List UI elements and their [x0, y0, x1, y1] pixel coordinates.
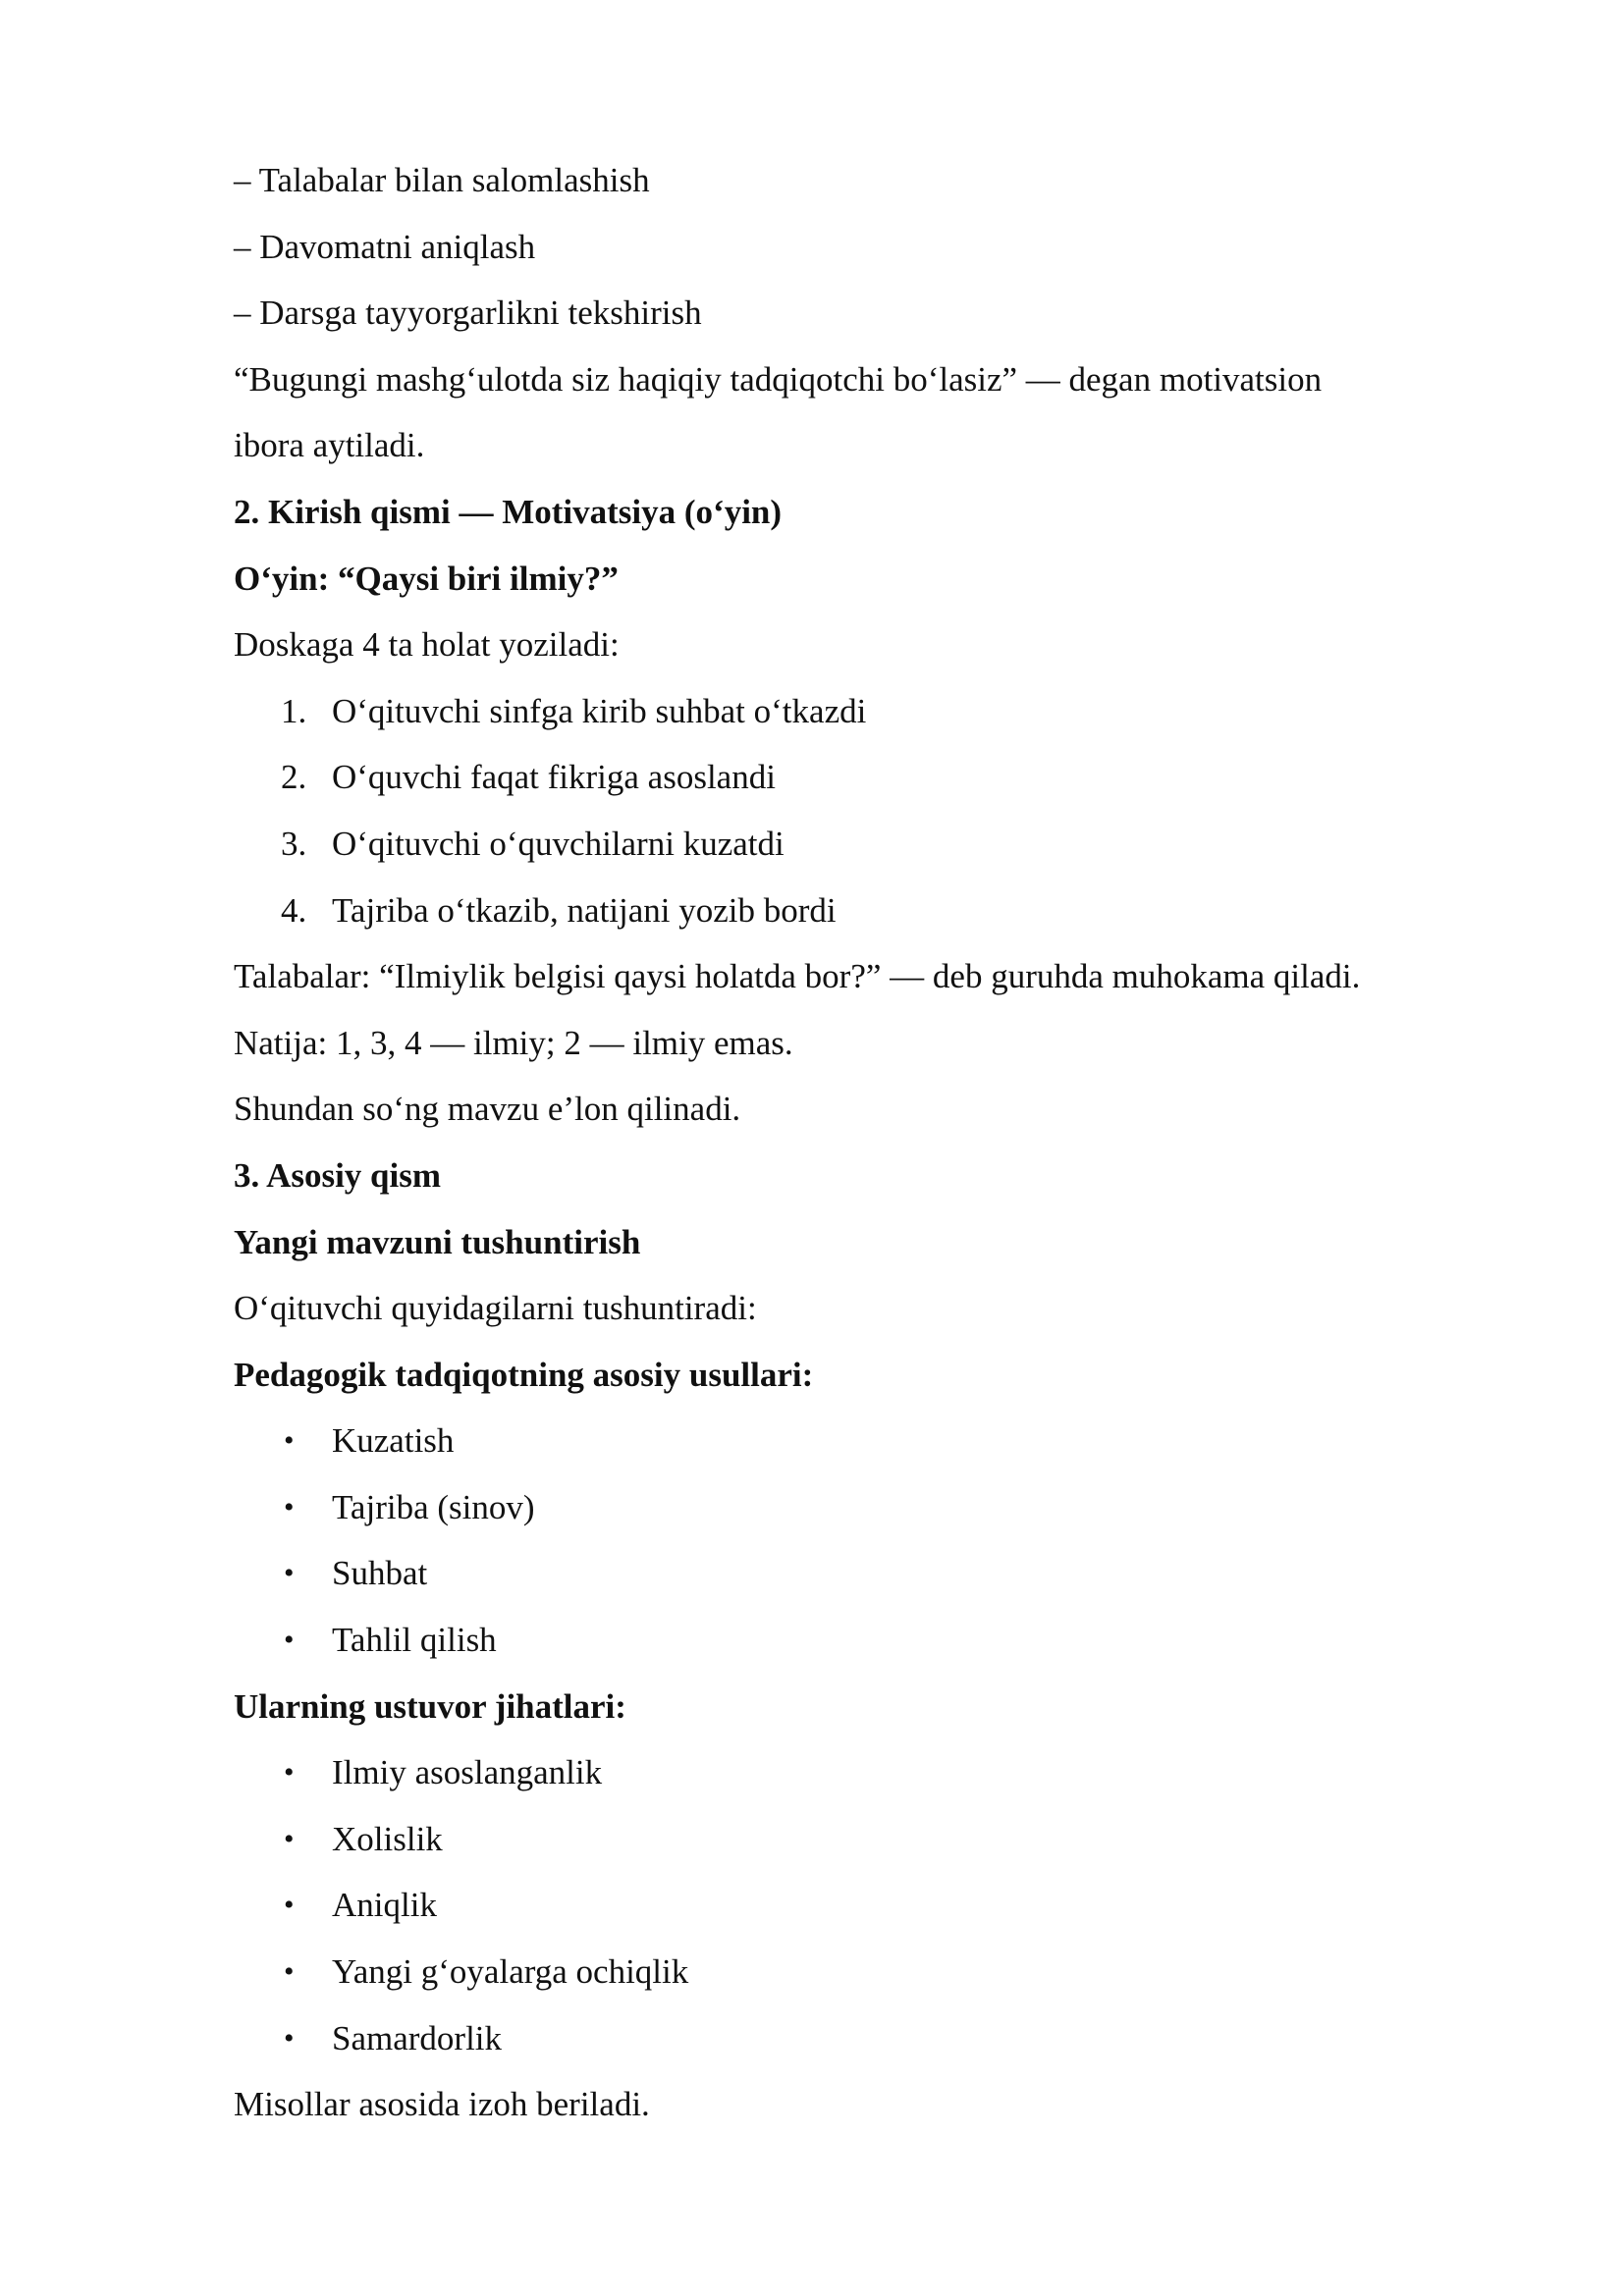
list-item-text: O‘quvchi faqat fikriga asoslandi	[332, 758, 776, 797]
section3-heading: 3. Asosiy qism	[234, 1155, 442, 1195]
intro-line-motivation-quote: “Bugungi mashg‘ulotda siz haqiqiy tadqiqotchi bo‘lasiz” — degan motivatsion	[234, 359, 1323, 399]
list-item	[234, 811, 1540, 878]
list-item-text: Tajriba o‘tkazib, natijani yozib bordi	[332, 890, 837, 930]
teacher-explains-text: O‘qituvchi quyidagilarni tushuntiradi:	[234, 1289, 757, 1328]
section3-subheading: Yangi mavzuni tushuntirish	[234, 1222, 641, 1261]
list-number: 4.	[281, 890, 307, 930]
intro-line-motivation-end: ibora aytiladi.	[234, 426, 425, 465]
list-item	[234, 1474, 1540, 1541]
list-item-text: Aniqlik	[332, 1886, 437, 1925]
list-item-text: Tajriba (sinov)	[332, 1487, 535, 1526]
list-item-text: Ilmiy asoslanganlik	[332, 1753, 603, 1792]
bullet-icon: •	[284, 1756, 295, 1789]
methods-heading: Pedagogik tadqiqotning asosiy usullari:	[234, 1355, 814, 1394]
bullet-icon: •	[284, 1624, 295, 1657]
list-item	[234, 878, 1540, 944]
list-item-text: O‘qituvchi o‘quvchilarni kuzatdi	[332, 824, 785, 863]
discussion-text: Talabalar: “Ilmiylik belgisi qaysi holatda bor?” — deb guruhda muhokama qiladi.	[234, 957, 1361, 996]
topic-announcement: Shundan so‘ng mavzu e’lon qilinadi.	[234, 1090, 741, 1129]
list-item	[234, 1540, 1540, 1607]
intro-line-readiness: – Darsga tayyorgarlikni tekshirish	[234, 294, 702, 333]
list-item	[234, 2005, 1540, 2072]
advantages-list	[234, 1739, 1540, 2071]
bullet-icon: •	[284, 1889, 295, 1922]
list-item	[234, 1872, 1540, 1939]
situations-list	[234, 678, 1540, 943]
list-number: 2.	[281, 758, 307, 797]
intro-line-greeting: – Talabalar bilan salomlashish	[234, 161, 650, 199]
list-item-text: Samardorlik	[332, 2018, 503, 2057]
list-item-text: Tahlil qilish	[332, 1621, 497, 1660]
list-item	[234, 1806, 1540, 1873]
bullet-icon: •	[284, 1822, 295, 1855]
bullet-icon: •	[284, 1557, 295, 1590]
list-item-text: Kuzatish	[332, 1421, 455, 1461]
list-item	[234, 1739, 1540, 1806]
advantages-heading: Ularning ustuvor jihatlari:	[234, 1686, 626, 1726]
list-item	[234, 1939, 1540, 2005]
game-title: O‘yin: “Qaysi biri ilmiy?”	[234, 559, 619, 598]
document-content	[234, 147, 1540, 2138]
result-text: Natija: 1, 3, 4 — ilmiy; 2 — ilmiy emas.	[234, 1023, 793, 1062]
intro-line-attendance: – Davomatni aniqlash	[234, 227, 536, 266]
methods-list	[234, 1408, 1540, 1673]
list-number: 1.	[281, 691, 307, 730]
list-item-text: O‘qituvchi sinfga kirib suhbat o‘tkazdi	[332, 691, 867, 730]
list-item	[234, 1607, 1540, 1674]
section2-heading: 2. Kirish qismi — Motivatsiya (o‘yin)	[234, 492, 783, 531]
list-item-text: Suhbat	[332, 1554, 428, 1593]
bullet-icon: •	[284, 1490, 295, 1523]
list-number: 3.	[281, 824, 307, 863]
board-intro: Doskaga 4 ta holat yoziladi:	[234, 625, 620, 665]
bullet-icon: •	[284, 1955, 295, 1989]
bullet-icon: •	[284, 2021, 295, 2055]
list-item-text: Yangi g‘oyalarga ochiqlik	[332, 1952, 689, 1992]
list-item	[234, 744, 1540, 811]
closing-text: Misollar asosida izoh beriladi.	[234, 2085, 650, 2124]
list-item-text: Xolislik	[332, 1819, 443, 1858]
list-item	[234, 1408, 1540, 1474]
bullet-icon: •	[284, 1424, 295, 1458]
list-item	[234, 678, 1540, 745]
